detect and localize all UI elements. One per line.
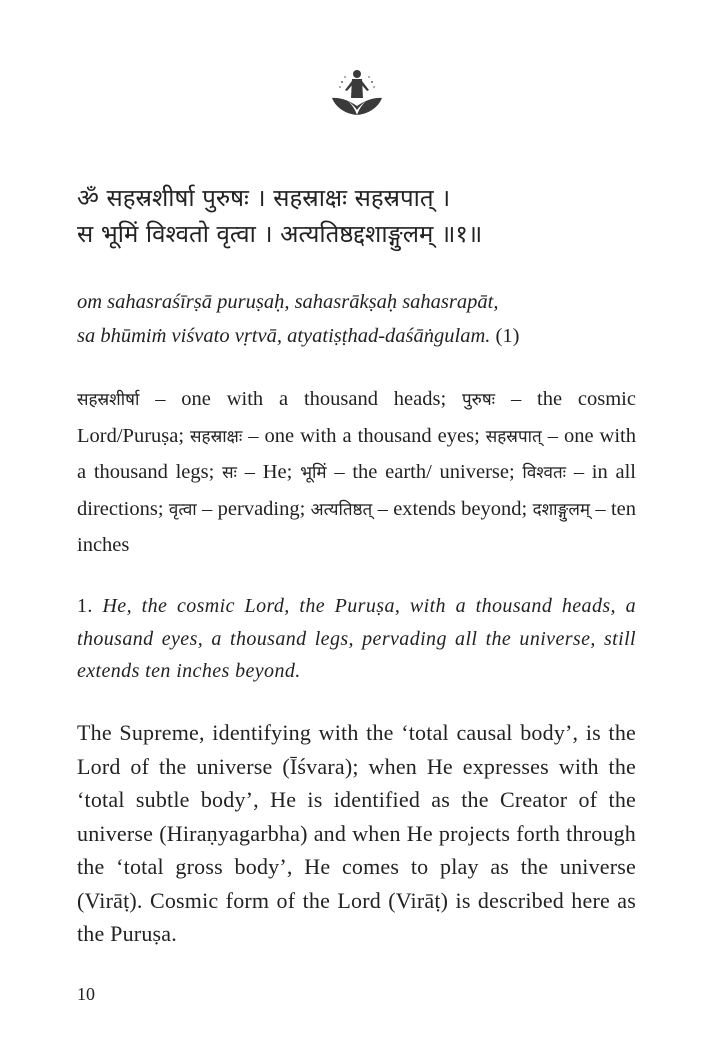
word-meaning-term: भूमिं [300,463,327,483]
transliteration-line-2-wrap [77,319,647,353]
word-meaning-gloss: – in all directions; [77,461,636,520]
word-meaning-gloss: – one with a thousand eyes; [242,424,486,447]
word-meaning-gloss: – extends beyond; [372,497,533,520]
word-meaning-term: पुरुषः [462,390,496,410]
word-meaning-gloss: – pervading; [196,497,311,520]
word-meaning-term: दशाङ्गुलम् [532,499,591,520]
word-meaning-term: सहस्राक्षः [190,426,243,447]
word-meaning-gloss: – the cosmic Lord/Puruṣa; [77,388,636,447]
word-meaning-term: सहस्रपात् [485,426,542,447]
translation-number: 1. [77,595,103,617]
sanskrit-verse-line-2: स भूमिं विश्वतो वृत्वा । अत्यतिष्ठद्दशाङ्गुलम् ॥१॥ [77,220,483,248]
transliteration-line-2: sa bhūmiṁ viśvato vṛtvā, atyatiṣṭhad-daśāṅgulam. [77,325,491,347]
sanskrit-verse [77,180,647,252]
word-meaning-term: सहस्रशीर्षा [77,390,140,410]
verse-number: (1) [490,325,520,347]
word-meaning-gloss: – He; [237,461,301,483]
meditating-figure-on-lotus-icon [330,68,384,120]
transliteration [77,285,647,353]
transliteration-line-1: om sahasraśīrṣā puruṣaḥ, sahasrākṣaḥ sahasrapāt, [77,291,499,313]
commentary-paragraph: The Supreme, identifying with the ‘total causal body’, is the Lord of the universe (Īśvara); when He expresses with the ‘total subtle body’, He is identified as the Creator of the universe (Hiraṇyagarbha) and when He projects forth through the ‘total gross body’, He comes to play as the universe (Virāṭ). Cosmic form of the Lord (Virāṭ) is described here as the Puruṣa. [77,720,636,946]
word-meanings [77,382,636,564]
word-meaning-term: अत्यतिष्ठत् [310,499,373,520]
page-number: 10 [77,984,95,1004]
word-meaning-gloss: – one with a thousand heads; [139,388,463,410]
word-meaning-term: वृत्वा [168,499,197,520]
word-meaning-gloss: – one with a thousand legs; [77,424,637,483]
sanskrit-verse-line-1: ॐ सहस्रशीर्षा पुरुषः । सहस्राक्षः सहस्रपात् । [77,184,451,212]
verse-translation [77,590,636,688]
word-meaning-term: सः [222,463,237,483]
word-meaning-term: विश्वतः [522,463,567,483]
word-meaning-gloss: – ten inches [77,497,637,556]
word-meaning-gloss: – the earth/ universe; [326,461,523,483]
translation-text: He, the cosmic Lord, the Puruṣa, with a thousand heads, a thousand eyes, a thousand legs, pervading all the universe, still extends ten inches beyond. [77,595,636,682]
